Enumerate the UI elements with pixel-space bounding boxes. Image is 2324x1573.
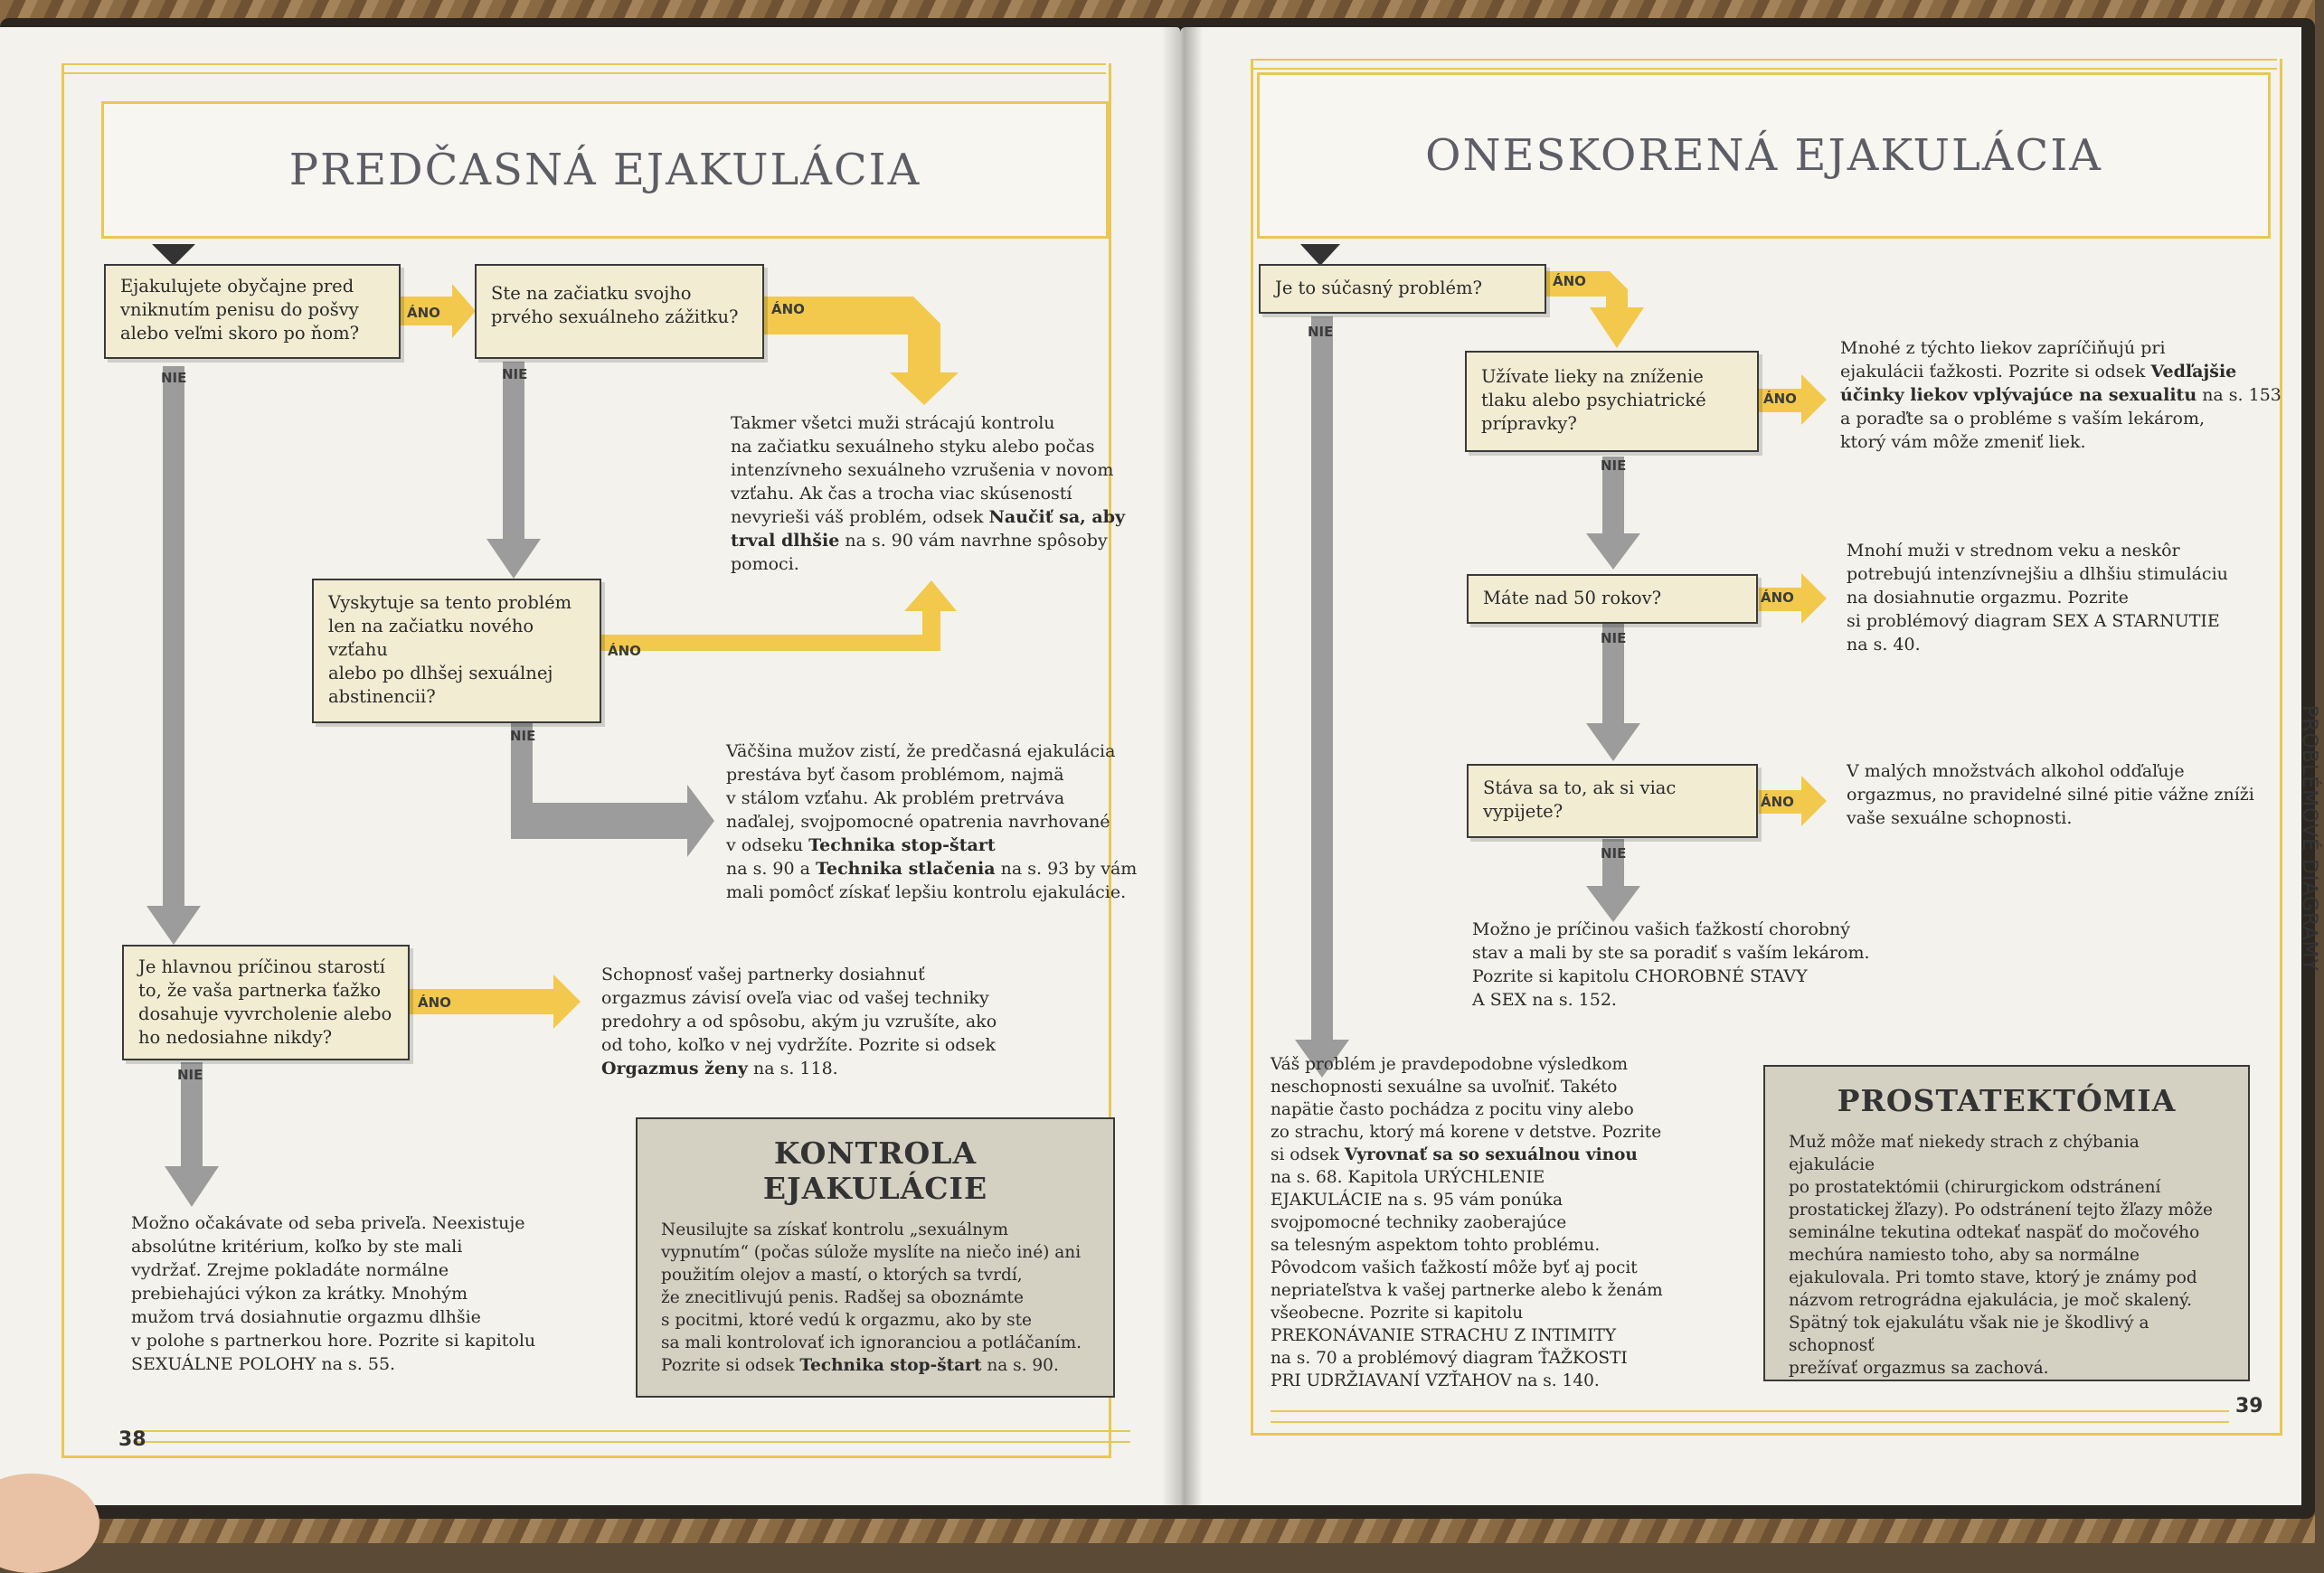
nie-label: NIE [1601,630,1627,646]
nie-label: NIE [510,728,536,744]
question-box [1467,574,1758,624]
prostatektomia-box [1763,1065,2250,1381]
question-box [1467,764,1758,838]
question-text: Ste na začiatku svojho prvého sexuálneho zážitku? [491,283,739,327]
nie-arrow-left-4 [165,1062,219,1207]
side-tab-label: PROBLÉMOVÉ DIAGRAMY [2298,705,2320,972]
ano-label: ÁNO [771,301,805,317]
nie-label: NIE [177,1067,203,1083]
answer-text: Možno je príčinou vašich ťažkostí chorobný stav a mali by ste sa poradiť s vaším lekárom. Pozrite si kapitolu CHOROBNÉ STAVY A SEX na s. 152. [1472,919,1870,1010]
nie-arrow-right-1 [1295,316,1349,1078]
question-text: Stáva sa to, ak si viac vypijete? [1483,777,1677,822]
sidebox-title: KONTROLA EJAKULÁCIE [762,1135,988,1206]
answer-text: Mnohé z týchto liekov zapríčiňujú pri ejakulácii ťažkosti. Pozrite si odsek Vedľajšie účinky liekov vplývajúce na sexualitu na s. 153 a poraďte sa o probléme s vaším lekárom, ktorý vám môže zmeniť liek. [1840,338,2281,452]
sidebox-text: Neusilujte sa získať kontrolu „sexuálnym vypnutím“ (počas súlože myslíte na niečo iné) ani použitím olejov a mastí, o ktorých sa tvrdí, že znecitlivujú penis. Radšej sa oboznámte s pocitmi, ktoré vedú k orgazmu, ako by ste sa mali kontrolovať ich ignoranciou a potláčaním. Pozrite si odsek Technika stop-štart na s. 90. [661,1220,1082,1375]
question-box [312,579,601,723]
ano-label: ÁNO [1761,589,1794,606]
nie-arrow-left-3 [511,723,714,857]
ano-label: ÁNO [418,994,451,1011]
nie-label: NIE [161,370,187,386]
answer-text: Mnohí muži v strednom veku a neskôr potrebujú intenzívnejšiu a dlhšiu stimuláciu na dosiahnutie orgazmu. Pozrite si problémový diagram SEX A STARNUTIE na s. 40. [1847,541,2228,655]
start-marker-left [152,244,195,266]
question-box [104,264,401,359]
page-number-right: 39 [2235,1395,2263,1418]
start-marker-right [1300,244,1340,266]
ano-label: ÁNO [407,305,440,321]
answer-text: Schopnosť vašej partnerky dosiahnuť orgazmus závisí oveľa viac od vašej techniky predohry a od spôsobu, akým ju vzrušíte, ako od toho, koľko v nej vydržíte. Pozrite si odsek Orgazmus ženy na s. 118. [601,965,997,1078]
nie-arrow-left-1 [146,366,201,945]
ano-label: ÁNO [1763,391,1797,407]
kontrola-ejakulacie-box [636,1117,1115,1398]
question-box [1465,351,1759,452]
side-tab [2297,705,2324,994]
question-text: Ejakulujete obyčajne pred vniknutím penisu do pošvy alebo veľmi skoro po ňom? [120,276,360,344]
answer-text: Väčšina mužov zistí, že predčasná ejakulácia prestáva byť časom problémom, najmä v stálom vzťahu. Ak problém pretrváva naďalej, svojpomocné opatrenia navrhované v odseku Technika stop-štart na s. 90 a Technika stlačenia na s. 93 by vám mali pomôcť získať lepšiu kontrolu ejakulácie. [726,741,1138,902]
nie-arrow-left-2 [487,362,541,579]
question-box [122,945,410,1060]
ano-arrow-left-3 [601,580,957,651]
question-box [475,264,764,359]
answer-text: Váš problém je pravdepodobne výsledkom neschopnosti sexuálne sa uvoľniť. Takéto napätie často pochádza z pocitu viny alebo zo strachu, ktorý má korene v detstve. Pozrite si odsek Vyrovnať sa so sexuálnou vinou na s. 68. Kapitola URÝCHLENIE EJAKULÁCIE na s. 95 vám ponúka svojpomocné techniky zaoberajúce sa telesným aspektom tohto problému. Pôvodcom vašich ťažkostí môže byť aj pocit nepriateľstva k vašej partnerke alebo k ženám všeobecne. Pozrite si kapitolu PREKONÁVANIE STRACHU Z INTIMITY na s. 70 a problémový diagram ŤAŽKOSTI PRI UDRŽIAVANÍ VZŤAHOV na s. 140. [1271,1055,1663,1390]
nie-label: NIE [502,366,528,382]
nie-label: NIE [1601,457,1627,474]
sidebox-title: PROSTATEKTÓMIA [1837,1083,2177,1118]
sidebox-text: Muž môže mať niekedy strach z chýbania ejakulácie po prostatektómii (chirurgickom odstránení prostatickej žľazy). Po odstránení tejto žľazy môže seminálne tekutina odtekať naspäť do močového mechúra namiesto toho, aby sa normálne ejakulovala. Pri tomto stave, ktorý je známy pod názvom retrográdna ejakulácia, je moč skalený. Spätný tok ejakulátu však nie je škodlivý a schopnosť prežívať orgazmus sa zachová. [1789,1133,2213,1378]
nie-label: NIE [1308,324,1334,340]
question-text: Je hlavnou príčinou starostí to, že vaša partnerka ťažko dosahuje vyvrcholenie alebo ho nedosiahne nikdy? [138,956,392,1048]
ano-label: ÁNO [1553,273,1586,289]
question-text: Máte nad 50 rokov? [1483,588,1662,608]
nie-label: NIE [1601,845,1627,862]
left-page-title: PREDČASNÁ EJAKULÁCIA [288,145,921,195]
answer-text: Takmer všetci muži strácajú kontrolu na začiatku sexuálneho styku alebo počas intenzívneho sexuálneho vzrušenia v novom vzťahu. Ak čas a trocha viac skúseností nevyrieši váš problém, odsek Naučiť sa, aby trval dlhšie na s. 90 vám navrhne spôsoby pomoci. [731,413,1126,574]
answer-text: V malých množstvách alkohol odďaľuje orgazmus, no pravidelné silné pitie vážne zníži vaše sexuálne schopnosti. [1847,761,2254,828]
question-text: Vyskytuje sa tento problém len na začiatku nového vzťahu alebo po dlhšej sexuálnej abstinencii? [328,592,572,707]
question-text: Je to súčasný problém? [1275,278,1482,298]
question-text: Užívate lieky na zníženie tlaku alebo psychiatrické prípravky? [1481,366,1706,434]
page-number-left: 38 [118,1428,146,1451]
ano-label: ÁNO [1761,794,1794,810]
question-box [1259,264,1546,314]
answer-text: Možno očakávate od seba priveľa. Neexistuje absolútne kritérium, koľko by ste mali vydržať. Zrejme pokladáte normálne prebiehajúci výkon za krátky. Mnohým mužom trvá dosiahnutie orgazmu dlhšie v polohe s partnerkou hore. Pozrite si kapitolu SEXUÁLNE POLOHY na s. 55. [131,1213,536,1374]
ano-label: ÁNO [608,643,641,659]
right-page-title: ONESKORENÁ EJAKULÁCIA [1425,130,2102,181]
